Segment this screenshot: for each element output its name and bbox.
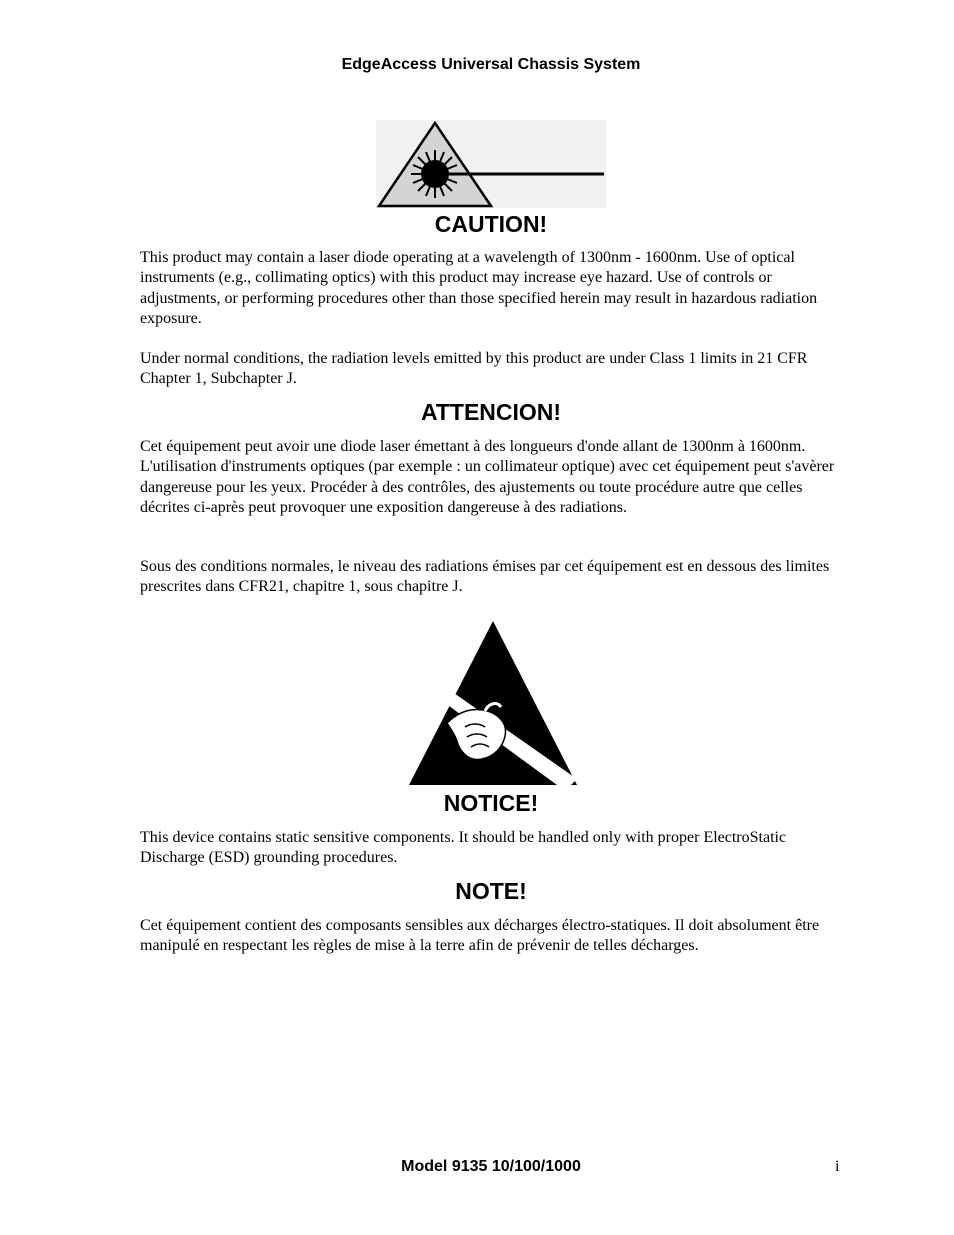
caution-paragraph-2: Under normal conditions, the radiation levels emitted by this product are under Class 1 limits in 21 CFR Chapter 1, Subchapter J. bbox=[140, 350, 808, 388]
caution-paragraph-1: This product may contain a laser diode operating at a wavelength of 1300nm - 1600nm. Use of optical instruments (e.g., collimating optics) with this product may increase eye hazard. Use of controls or adjustments, or performing procedures other than those specified herein may result in hazardous radiation exposure. bbox=[140, 249, 818, 327]
footer-model: Model 9135 10/100/1000 bbox=[401, 1158, 581, 1175]
note-heading: NOTE! bbox=[455, 878, 527, 904]
laser-warning-icon bbox=[376, 120, 606, 208]
attencion-heading: ATTENCION! bbox=[420, 399, 562, 425]
page-header-title: EdgeAccess Universal Chassis System bbox=[341, 56, 641, 73]
esd-warning-icon bbox=[407, 619, 579, 787]
caution-heading: CAUTION! bbox=[434, 211, 548, 237]
notice-paragraph: This device contains static sensitive components. It should be handled only with proper ElectroStatic Discharge (ESD) grounding procedures. bbox=[140, 829, 787, 867]
attencion-paragraph-1: Cet équipement peut avoir une diode laser émettant à des longueurs d'onde allant de 1300nm à 1600nm. L'utilisation d'instruments optiques (par exemple : un collimateur optique) avec cet équipement peut s'avèrer dangereuse pour les yeux. Procéder à des contrôles, des ajustements ou toute procédure autre que celles décrites ci-après peut provoquer une exposition dangereuse à des radiations. bbox=[140, 438, 835, 516]
attencion-paragraph-2: Sous des conditions normales, le niveau des radiations émises par cet équipement est en dessous des limites prescrites dans CFR21, chapitre 1, sous chapitre J. bbox=[140, 558, 830, 596]
notice-heading: NOTICE! bbox=[443, 790, 539, 816]
page-number: i bbox=[835, 1158, 840, 1175]
note-paragraph: Cet équipement contient des composants sensibles aux décharges électro-statiques. Il doit absolument être manipulé en respectant les règles de mise à la terre afin de prévenir de telles décharges. bbox=[140, 917, 820, 955]
